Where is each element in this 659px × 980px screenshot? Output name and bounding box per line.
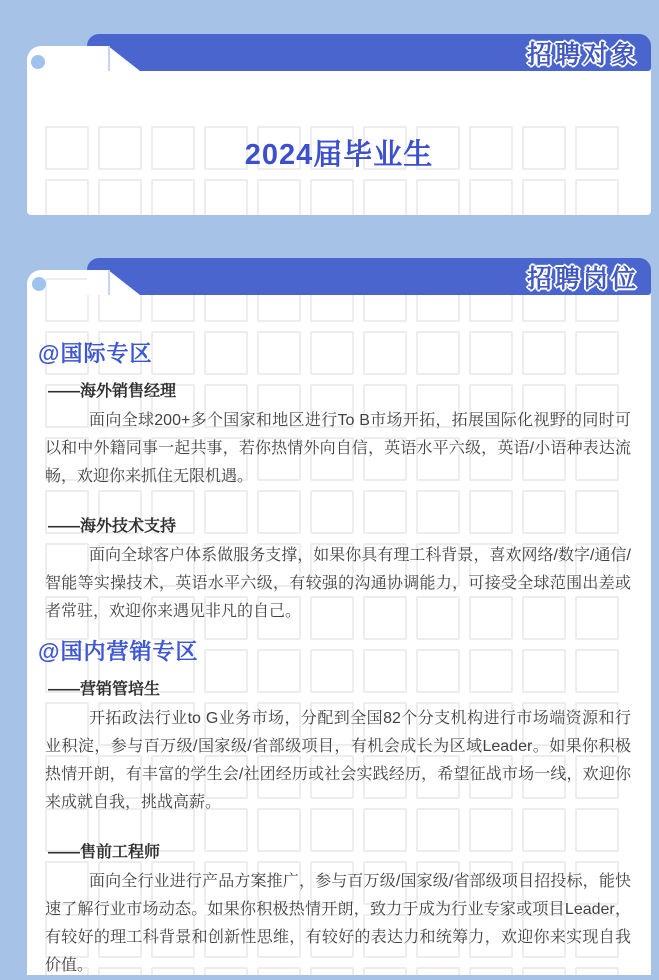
section1-banner (87, 34, 651, 71)
job-title: ——营销管培生 (48, 681, 161, 698)
zone-heading: @国际专区 (38, 341, 153, 366)
job-title: ——海外销售经理 (48, 383, 177, 400)
zone-heading: @国内营销专区 (38, 639, 199, 664)
job-description: 开拓政法行业to G业务市场，分配到全国82个分支机构进行市场端资源和行业积淀，参与百万级/国家级/省部级项目，有机会成长为区域Leader。如果你积极热情开朗，有丰富的学生会/社团经历或社会实践经历，希望征战市场一线，欢迎你来成就自我，挑战高薪。 (45, 710, 631, 811)
job-presales-engineer (38, 845, 631, 980)
corner-dot-icon (32, 277, 46, 291)
job-title: ——海外技术支持 (48, 518, 177, 535)
job-description: 面向全行业进行产品方案推广，参与百万级/国家级/省部级项目招投标，能快速了解行业市场动态。如果你积极热情开朗，致力于成为行业专家或项目Leader，有较好的理工科背景和创新性思维，有较好的表达力和统筹力，欢迎你来实现自我价值。 (45, 873, 631, 974)
zone-international (38, 343, 631, 626)
section1-banner-title: 招聘对象 (526, 40, 639, 69)
section2-card (27, 270, 651, 975)
section2-banner (87, 258, 651, 295)
job-overseas-sales-manager (38, 384, 631, 491)
job-description: 面向全球客户体系做服务支撑，如果你具有理工科背景，喜欢网络/数字/通信/智能等实操技术，英语水平六级，有较强的沟通协调能力，可接受全球范围出差或者常驻，欢迎你来遇见非凡的自己。 (45, 547, 631, 620)
positions-content (27, 270, 651, 980)
ribbon-fold-line (108, 270, 110, 295)
job-description: 面向全球200+多个国家和地区进行To B市场开拓，拓展国际化视野的同时可以和中外籍同事一起共事，若你热情外向自信，英语水平六级，英语/小语种表达流畅，欢迎你来抓住无限机遇。 (45, 412, 631, 485)
job-title: ——售前工程师 (48, 844, 161, 861)
job-marketing-trainee (38, 682, 631, 817)
zone-domestic-marketing (38, 641, 631, 980)
corner-dot-icon (31, 55, 45, 69)
section1-card (27, 46, 651, 215)
ribbon-fold-line (108, 46, 110, 71)
job-overseas-tech-support (38, 519, 631, 626)
graduates-title: 2024届毕业生 (244, 139, 434, 171)
section2-banner-title: 招聘岗位 (526, 264, 639, 293)
